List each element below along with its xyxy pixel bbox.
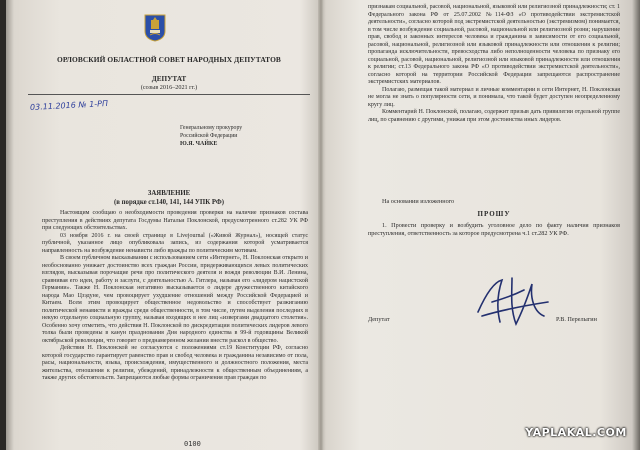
- role-heading: ДЕПУТАТ: [151, 75, 187, 83]
- statement-heading: [30, 190, 308, 207]
- request-title: ПРОШУ: [477, 210, 511, 218]
- addressee-line: Российской Федерации: [180, 133, 238, 139]
- paragraph: Полагаю, размещая такой материал и личные комментарии в сети Интернет, Н. Поклонская не могла не знать о популярности сети, и понимала, что такой будет доступен неопределенному кругу лиц.: [368, 86, 620, 108]
- org-title: ОРЛОВСКИЙ ОБЛАСТНОЙ СОВЕТ НАРОДНЫХ ДЕПУТАТОВ: [57, 55, 281, 64]
- oryol-coat-of-arms-icon: [144, 14, 166, 42]
- registration-stamp-number: 0100: [184, 440, 201, 448]
- handwritten-reference-number: 03.11.2016 № 1-РП: [29, 98, 109, 113]
- signature-label: Депутат: [368, 316, 390, 323]
- header-divider: [28, 94, 310, 95]
- signatory-name: Р.В. Перелыгин: [556, 316, 597, 323]
- statement-body-continued: [368, 4, 620, 124]
- statement-subtitle: (в порядке ст.140, 141, 144 УПК РФ): [114, 198, 224, 206]
- statement-body: [42, 210, 308, 383]
- convocation: (созыв 2016–2021 гг.): [140, 84, 198, 91]
- addressee-block: [180, 124, 310, 148]
- left-page: [20, 0, 318, 450]
- watermark-logo: YAPLAKAL.COM: [525, 426, 627, 439]
- basis-line: На основании изложенного: [382, 198, 455, 205]
- paragraph: В своем публичном высказывании с использованием сети «Интернет», Н. Поклонская открыто и необоснованно унижает достоинство всех граждан России, придерживающихся левых политических взглядов, высказывая порочащие речи про политического деятеля и вождя революции В.И. Ленина, сравнивая его идеи, работу и заслуги, с деятельностью А. Гитлера, называя его «лидером нацистской Германии». Также Н. Поклонская негативно высказывается о лидере дружественного китайского народа Мао Цзэдуне, чем провоцирует ухудшение отношений между Российской Федерацией и Китаем. Всем этим провоцирует общественное недовольство и способствует разжиганию политической ненависти и вражды среди общественности, в том числе, путем выделения последних в некую отдельную социальную группу, называя входящих в нее лиц «извергами двадцатого столетия». Особенно хочу отметить, что действия Н. Поклонской по дискредитации политических лидеров левого толка были проведены в канун празднования Дня народного единства в 99-й годовщины Великой октябрьской революции, что говорит о преднамеренном желании внести раскол в общество.: [42, 255, 308, 344]
- page-edge-shadow: [0, 0, 6, 450]
- right-page: [324, 0, 624, 450]
- statement-title: ЗАЯВЛЕНИЕ: [147, 190, 191, 197]
- paragraph: Комментарий Н. Поклонской, полагаю, содержит призыв дать привилегии отдельной группе лиц, по сравнению с другими, унижая при этом достоинства иных лидеров.: [368, 109, 620, 123]
- paragraph: признакам социальной, расовой, национальной, языковой или религиозной принадлежности; ст. 1 Федерального закона РФ от 25.07.2002 №114-ФЗ «О противодействии экстремистской деятельности», согласно которой под экстремистской деятельностью (экстремизмом) понимается, в том числе возбуждение социальной, расовой, национальной или религиозной розни; нарушение прав, свобод и законных интересов человека и гражданина в зависимости от его социальной, расовой, национальной, религиозной или языковой принадлежности или отношения к религии; пропаганда исключительности, превосходства либо неполноценности человека по признаку его социальной, расовой, национальной, религиозной или языковой принадлежности или отношения к религии; ст.13 Федерального закона РФ «О противодействии экстремистской деятельности», согласно которой на территории Российской Федерации запрещаются распространение экстремистских материалов.: [368, 4, 620, 85]
- addressee-line: Генеральному прокурору: [180, 125, 243, 131]
- paragraph: 03 ноября 2016 г. на своей странице в Livejournal («Живой Журнал»), носящей статус публичной, указанное лицо опубликовала запись, из содержания которой усматривается направленность на возбуждение ненависти либо вражды по политическим мотивам.: [42, 232, 308, 254]
- addressee-name: Ю.Я. ЧАЙКЕ: [180, 141, 218, 147]
- paragraph: Действия Н. Поклонской не согласуются с положениями ст.19 Конституции РФ, согласно которой государство гарантирует равенство прав и свобод человека и гражданина независимо от пола, расы, национальности, языка, происхождения, имущественного и должностного положения, места жительства, отношения к религии, убеждений, принадлежности к общественным объединениям, а также других обстоятельств. Запрещаются любые формы ограничения прав граждан по: [42, 345, 308, 381]
- request-text: 1. Провести проверку и возбудить уголовное дело по факту наличия признаков преступления, ответственность за которое предусмотрена ч.1 ст.282 УК РФ.: [368, 222, 620, 237]
- handwritten-signature: [472, 272, 554, 330]
- paragraph: Настоящим сообщаю о необходимости проведения проверки на наличие признаков состава преступления в действиях депутата Госдумы Натальи Поклонской, предусмотренного ст.282 УК РФ при следующих обстоятельствах.: [42, 210, 308, 231]
